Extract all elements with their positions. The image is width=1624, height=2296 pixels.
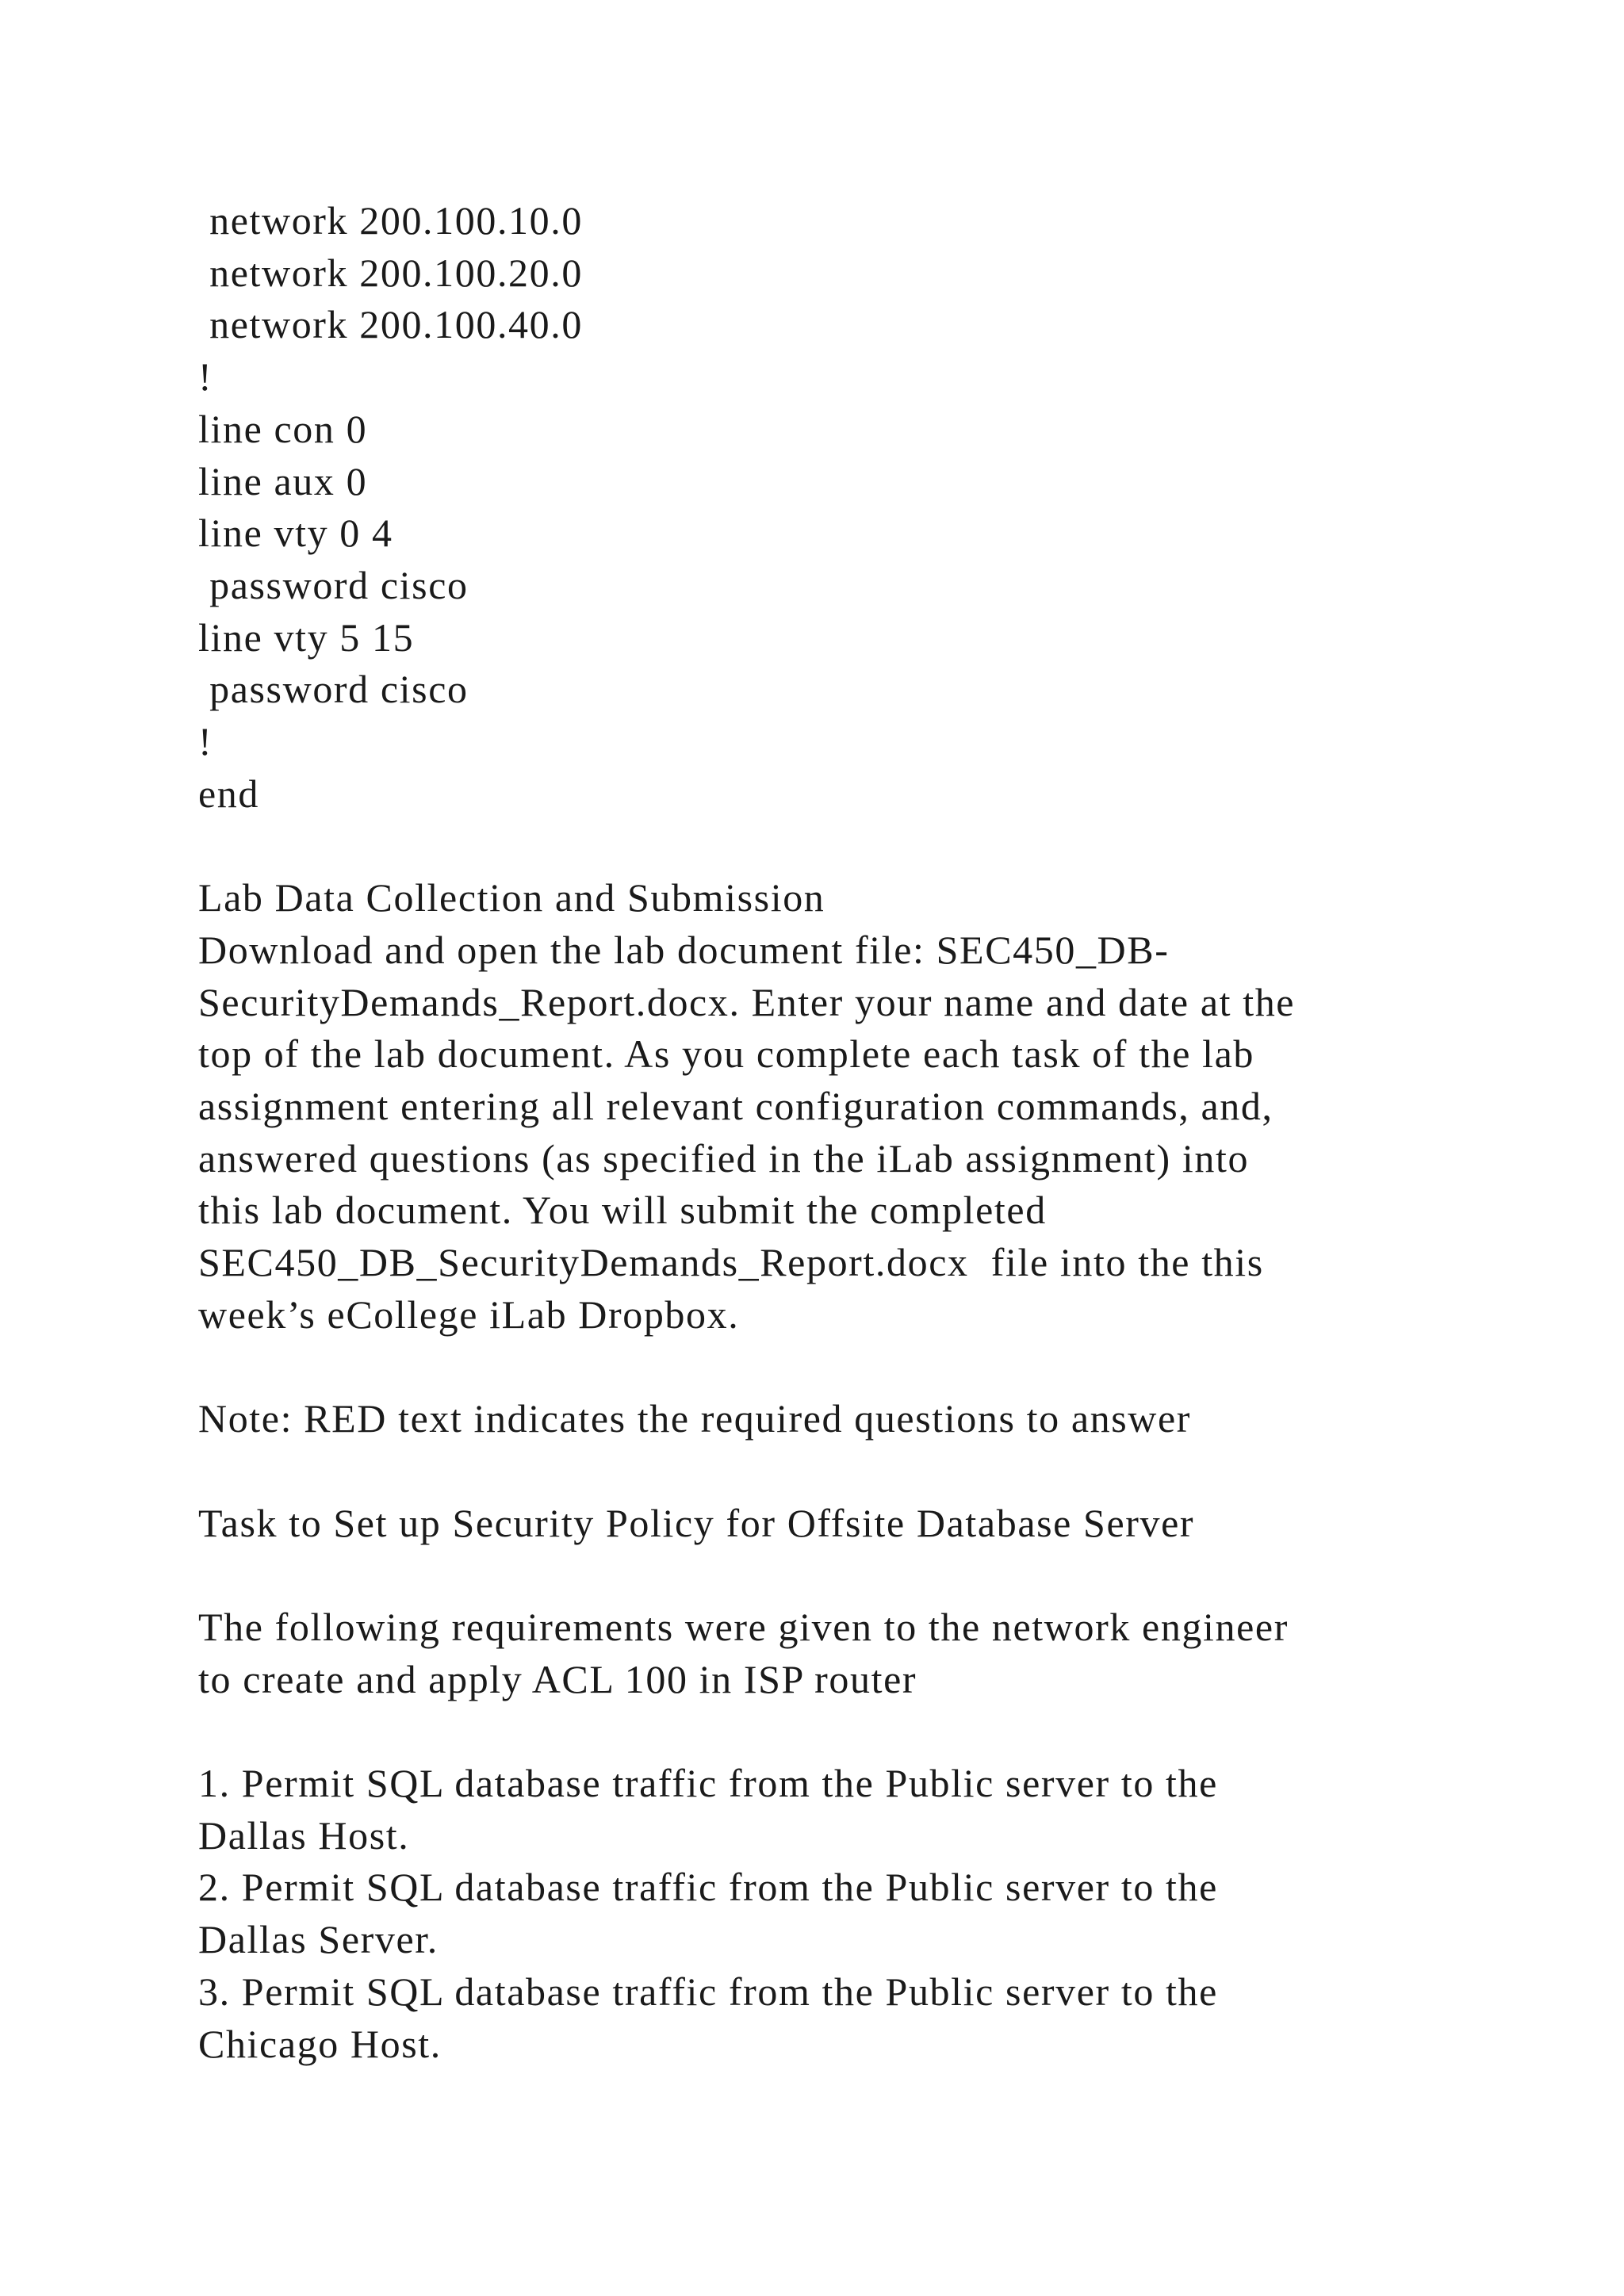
config-block xyxy=(198,195,1507,820)
config-line: line aux 0 xyxy=(198,458,368,503)
paragraph-line: assignment entering all relevant configuration commands, and, xyxy=(198,1083,1274,1128)
paragraph-line: week’s eCollege iLab Dropbox. xyxy=(198,1292,740,1337)
spacer xyxy=(198,1341,1507,1393)
config-line: network 200.100.40.0 xyxy=(198,302,583,347)
paragraph-line: this lab document. You will submit the completed xyxy=(198,1188,1047,1233)
list-item-line: 3. Permit SQL database traffic from the Public server to the xyxy=(198,1969,1218,2014)
config-line: network 200.100.20.0 xyxy=(198,250,583,295)
config-line: end xyxy=(198,771,259,816)
spacer xyxy=(198,1445,1507,1498)
requirements-list xyxy=(198,1758,1507,2070)
config-line: password cisco xyxy=(198,667,469,712)
paragraph-line: to create and apply ACL 100 in ISP router xyxy=(198,1656,917,1701)
paragraph-line: top of the lab document. As you complete each task of the lab xyxy=(198,1031,1254,1077)
config-line: ! xyxy=(198,719,213,764)
task-heading: Task to Set up Security Policy for Offsite Database Server xyxy=(198,1500,1195,1545)
paragraph-line: SecurityDemands_Report.docx. Enter your name and date at the xyxy=(198,979,1296,1024)
config-line: network 200.100.10.0 xyxy=(198,198,583,243)
list-item-line: 1. Permit SQL database traffic from the Public server to the xyxy=(198,1761,1218,1806)
paragraph-line: The following requirements were given to the network engineer xyxy=(198,1604,1289,1649)
config-line: line con 0 xyxy=(198,406,368,451)
config-line: ! xyxy=(198,354,213,400)
config-line: line vty 0 4 xyxy=(198,511,393,556)
paragraph-line: Download and open the lab document file: SEC450_DB- xyxy=(198,927,1170,972)
list-item-line: Dallas Host. xyxy=(198,1812,410,1858)
section-heading: Lab Data Collection and Submission xyxy=(198,875,825,920)
paragraph-line: answered questions (as specified in the iLab assignment) into xyxy=(198,1135,1250,1181)
instructions-paragraph xyxy=(198,924,1507,1341)
list-item-line: Dallas Server. xyxy=(198,1917,439,1962)
config-line: password cisco xyxy=(198,562,469,607)
note-text: Note: RED text indicates the required questions to answer xyxy=(198,1396,1192,1441)
paragraph-line: SEC450_DB_SecurityDemands_Report.docx file into the this xyxy=(198,1240,1264,1285)
list-item-line: 2. Permit SQL database traffic from the Public server to the xyxy=(198,1865,1218,1910)
spacer xyxy=(198,1549,1507,1601)
requirements-intro xyxy=(198,1601,1507,1705)
list-item-line: Chicago Host. xyxy=(198,2021,442,2066)
config-line: line vty 5 15 xyxy=(198,614,415,660)
spacer xyxy=(198,820,1507,872)
document-body xyxy=(198,195,1507,2070)
spacer xyxy=(198,1705,1507,1758)
